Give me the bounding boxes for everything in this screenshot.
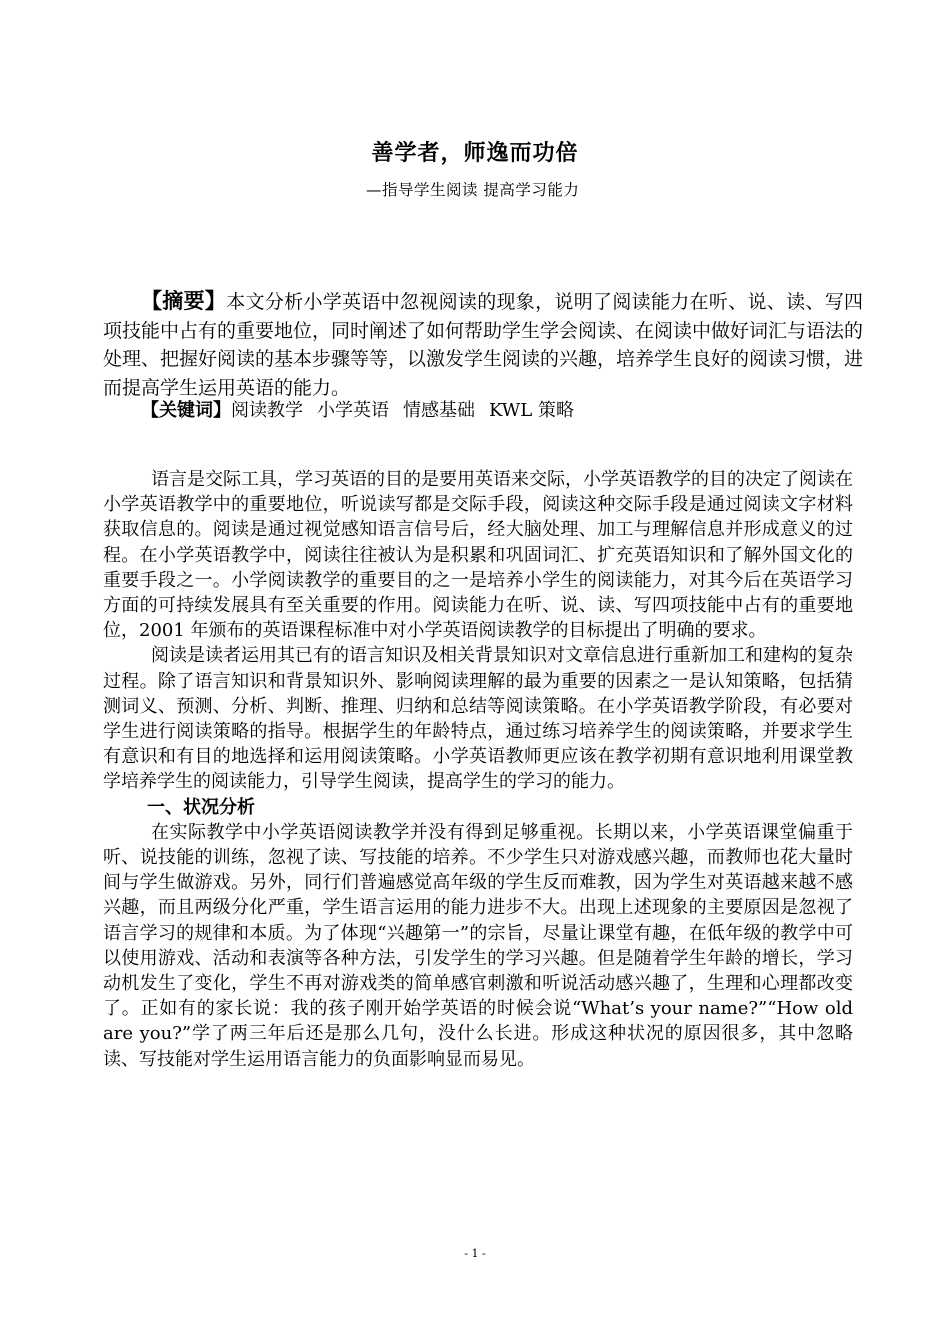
abstract-label: 【摘要】 [141, 289, 227, 313]
keywords-line [141, 397, 588, 425]
document-body [103, 467, 853, 1072]
section-heading: 一、状况分析 [147, 796, 255, 818]
keyword-item: 阅读教学 [231, 400, 303, 421]
page-number: - 1 - [464, 1247, 486, 1260]
keywords-label: 【关键词】 [141, 400, 231, 421]
document-subtitle: —指导学生阅读 提高学习能力 [366, 181, 580, 199]
body-paragraph: 阅读是读者运用其已有的语言知识及相关背景知识对文章信息进行重新加工和建构的复杂过程。除了语言知识和背景知识外、影响阅读理解的最为重要的因素之一是认知策略，包括猜测词义、预测、分析、判断、推理、归纳和总结等阅读策略。在小学英语教学阶段，有必要对学生进行阅读策略的指导。根据学生的年龄特点，通过练习培养学生的阅读策略，并要求学生有意识和有目的地选择和运用阅读策略。小学英语教师更应该在教学初期有意识地利用课堂教学培养学生的阅读能力，引导学生阅读，提高学生的学习的能力。 [103, 645, 853, 793]
body-paragraph: 语言是交际工具，学习英语的目的是要用英语来交际，小学英语教学的目的决定了阅读在小学英语教学中的重要地位，听说读写都是交际手段，阅读这种交际手段是通过阅读文字材料获取信息的。阅读是通过视觉感知语言信号后，经大脑处理、加工与理解信息并形成意义的过程。在小学英语教学中，阅读往往被认为是积累和巩固词汇、扩充英语知识和了解外国文化的重要手段之一。小学阅读教学的重要目的之一是培养小学生的阅读能力，对其今后在英语学习方面的可持续发展具有至关重要的作用。阅读能力在听、说、读、写四项技能中占有的重要地位，2001 年颁布的英语课程标准中对小学英语阅读教学的目标提出了明确的要求。 [103, 469, 853, 642]
keyword-item: 小学英语 [317, 400, 389, 421]
keyword-item: 情感基础 [403, 400, 475, 421]
abstract-paragraph [103, 287, 863, 402]
abstract-text: 本文分析小学英语中忽视阅读的现象，说明了阅读能力在听、说、读、写四项技能中占有的重要地位，同时阐述了如何帮助学生学会阅读、在阅读中做好词汇与语法的处理、把握好阅读的基本步骤等等，以激发学生阅读的兴趣，培养学生良好的阅读习惯，进而提高学生运用英语的能力。 [103, 291, 864, 399]
body-paragraph: 在实际教学中小学英语阅读教学并没有得到足够重视。长期以来，小学英语课堂偏重于听、说技能的训练，忽视了读、写技能的培养。不少学生只对游戏感兴趣，而教师也花大量时间与学生做游戏。另外，同行们普遍感觉高年级的学生反而难教，因为学生对英语越来越不感兴趣，而且两级分化严重，学生语言运用的能力进步不大。出现上述现象的主要原因是忽视了语言学习的规律和本质。为了体现“兴趣第一”的宗旨，尽量让课堂有趣，在低年级的教学中可以使用游戏、活动和表演等各种方法，引发学生的学习兴趣。但是随着学生年龄的增长，学习动机发生了变化，学生不再对游戏类的简单感官刺激和听说活动感兴趣了，生理和心理都改变了。正如有的家长说：我的孩子刚开始学英语的时候会说“What’s your name?”“How old are you?”学了两三年后还是那么几句，没什么长进。形成这种状况的原因很多，其中忽略读、写技能对学生运用语言能力的负面影响显而易见。 [103, 821, 853, 1070]
document-title: 善学者，师逸而功倍 [371, 141, 579, 166]
keyword-item: KWL 策略 [489, 400, 574, 421]
